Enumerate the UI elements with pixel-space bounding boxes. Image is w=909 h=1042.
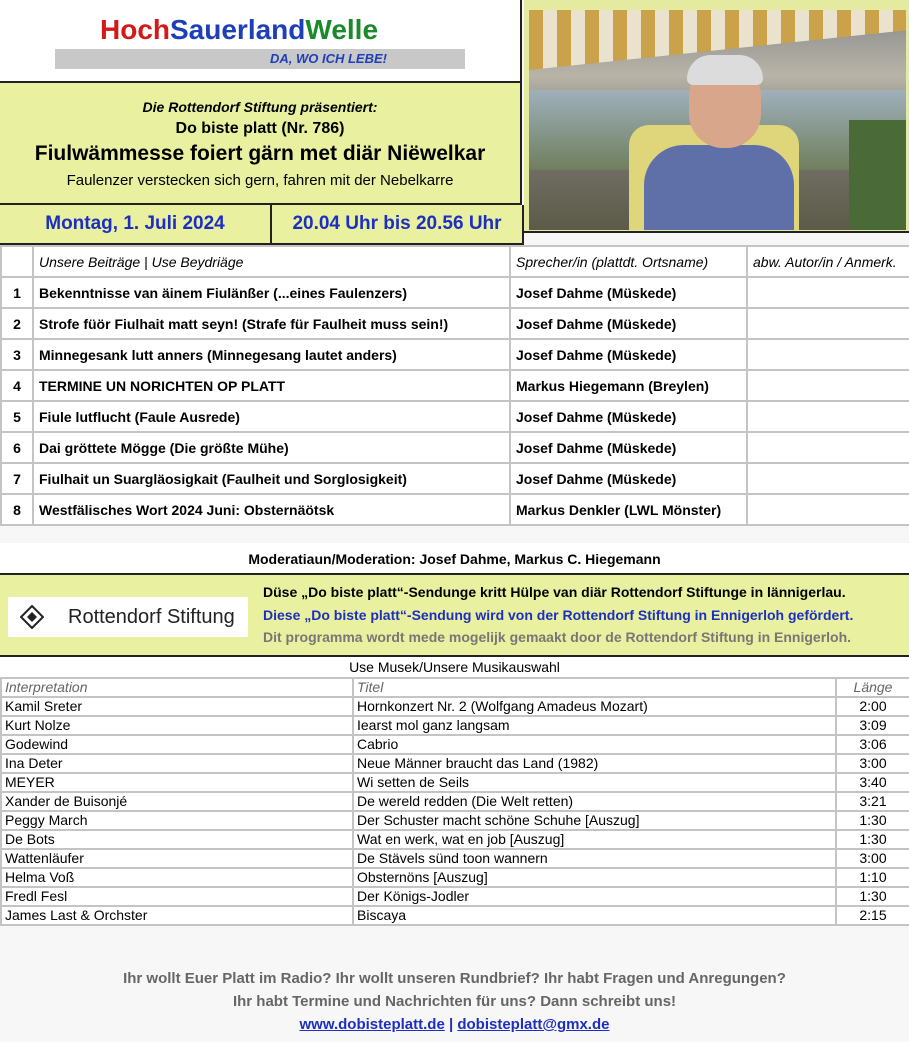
note bbox=[747, 308, 909, 339]
music-header-row bbox=[1, 678, 909, 697]
footer-separator: | bbox=[444, 1016, 458, 1033]
artist: Fredl Fesl bbox=[1, 887, 353, 906]
music-row bbox=[1, 849, 909, 868]
note bbox=[747, 339, 909, 370]
footer-links bbox=[0, 1016, 909, 1033]
artist: De Bots bbox=[1, 830, 353, 849]
speaker: Josef Dahme (Müskede) bbox=[510, 432, 747, 463]
music-row bbox=[1, 716, 909, 735]
contribution-title: Strofe füör Fiulhait matt seyn! (Strafe für Faulheit muss sein!) bbox=[33, 308, 510, 339]
song-length: 3:06 bbox=[836, 735, 909, 754]
logo-bar bbox=[55, 49, 465, 69]
table-row bbox=[1, 432, 909, 463]
song-length: 3:00 bbox=[836, 754, 909, 773]
artist: Godewind bbox=[1, 735, 353, 754]
song-length: 1:30 bbox=[836, 887, 909, 906]
contribution-title: Minnegesank lutt anners (Minnegesang lautet anders) bbox=[33, 339, 510, 370]
song-length: 1:30 bbox=[836, 811, 909, 830]
speaker: Josef Dahme (Müskede) bbox=[510, 401, 747, 432]
row-number: 2 bbox=[1, 308, 33, 339]
song-title: Der Schuster macht schöne Schuhe [Auszug] bbox=[353, 811, 836, 830]
music-header-title: Titel bbox=[353, 678, 836, 697]
song-length: 3:00 bbox=[836, 849, 909, 868]
table-row bbox=[1, 463, 909, 494]
row-number: 5 bbox=[1, 401, 33, 432]
footer-line-1: Ihr wollt Euer Platt im Radio? Ihr wollt unseren Rundbrief? Ihr habt Fragen und Anregungen? bbox=[123, 970, 786, 987]
row-number: 4 bbox=[1, 370, 33, 401]
row-number: 3 bbox=[1, 339, 33, 370]
email-link[interactable]: dobisteplatt@gmx.de bbox=[457, 1016, 610, 1033]
presenter-line: Die Rottendorf Stiftung präsentiert: bbox=[142, 99, 378, 115]
contribution-title: Fiulhait un Suargläosigkait (Faulheit und Sorglosigkeit) bbox=[33, 463, 510, 494]
music-row bbox=[1, 811, 909, 830]
music-row bbox=[1, 697, 909, 716]
logo-area bbox=[0, 0, 522, 83]
note bbox=[747, 401, 909, 432]
contribution-title: Fiule lutflucht (Faule Ausrede) bbox=[33, 401, 510, 432]
music-table bbox=[0, 677, 909, 926]
speaker: Markus Hiegemann (Breylen) bbox=[510, 370, 747, 401]
artist: James Last & Orchster bbox=[1, 906, 353, 925]
contribution-title: Dai gröttete Mögge (Die größte Mühe) bbox=[33, 432, 510, 463]
artist: Ina Deter bbox=[1, 754, 353, 773]
song-title: Obsternöns [Auszug] bbox=[353, 868, 836, 887]
song-title: Der Königs-Jodler bbox=[353, 887, 836, 906]
show-name: Do biste platt (Nr. 786) bbox=[175, 120, 345, 137]
song-title: Biscaya bbox=[353, 906, 836, 925]
song-length: 2:00 bbox=[836, 697, 909, 716]
music-row bbox=[1, 830, 909, 849]
contribution-title: TERMINE UN NORICHTEN OP PLATT bbox=[33, 370, 510, 401]
rottendorf-logo bbox=[8, 597, 248, 637]
row-number: 7 bbox=[1, 463, 33, 494]
program-header-note: abw. Autor/in / Anmerk. bbox=[747, 246, 909, 277]
music-row bbox=[1, 887, 909, 906]
song-title: Wat en werk, wat en job [Auszug] bbox=[353, 830, 836, 849]
logo-part-sauerland: Sauerland bbox=[170, 14, 306, 45]
speaker: Josef Dahme (Müskede) bbox=[510, 463, 747, 494]
contribution-title: Westfälisches Wort 2024 Juni: Obsternäötsk bbox=[33, 494, 510, 525]
artist: Helma Voß bbox=[1, 868, 353, 887]
note bbox=[747, 432, 909, 463]
show-intro bbox=[0, 83, 522, 205]
row-number: 6 bbox=[1, 432, 33, 463]
logo-part-welle: Welle bbox=[305, 14, 379, 45]
sponsor-line-platt: Düse „Do biste platt“-Sendunge kritt Hülpe van diär Rottendorf Stiftunge in lännigerlau. bbox=[263, 584, 846, 600]
song-length: 1:30 bbox=[836, 830, 909, 849]
artist: MEYER bbox=[1, 773, 353, 792]
row-number: 8 bbox=[1, 494, 33, 525]
song-title: De wereld redden (Die Welt retten) bbox=[353, 792, 836, 811]
music-header-length: Länge bbox=[836, 678, 909, 697]
table-row bbox=[1, 370, 909, 401]
speaker: Markus Denkler (LWL Mönster) bbox=[510, 494, 747, 525]
speaker: Josef Dahme (Müskede) bbox=[510, 277, 747, 308]
song-title: Neue Männer braucht das Land (1982) bbox=[353, 754, 836, 773]
presenter-photo bbox=[529, 10, 906, 230]
song-length: 2:15 bbox=[836, 906, 909, 925]
song-length: 1:10 bbox=[836, 868, 909, 887]
program-table bbox=[0, 245, 909, 526]
music-header-artist: Interpretation bbox=[1, 678, 353, 697]
table-row bbox=[1, 339, 909, 370]
music-row bbox=[1, 906, 909, 925]
sponsor-banner bbox=[0, 575, 909, 657]
note bbox=[747, 277, 909, 308]
note bbox=[747, 494, 909, 525]
artist: Xander de Buisonjé bbox=[1, 792, 353, 811]
song-title: Cabrio bbox=[353, 735, 836, 754]
song-title: Wi setten de Seils bbox=[353, 773, 836, 792]
website-link[interactable]: www.dobisteplatt.de bbox=[299, 1016, 445, 1033]
row-number: 1 bbox=[1, 277, 33, 308]
note bbox=[747, 463, 909, 494]
footer bbox=[0, 960, 909, 1042]
music-row bbox=[1, 754, 909, 773]
note bbox=[747, 370, 909, 401]
program-header-title: Unsere Beiträge | Use Beydriäge bbox=[33, 246, 510, 277]
broadcast-date: Montag, 1. Juli 2024 bbox=[0, 205, 272, 245]
table-row bbox=[1, 401, 909, 432]
program-header-num bbox=[1, 246, 33, 277]
episode-subtitle: Faulenzer verstecken sich gern, fahren mit der Nebelkarre bbox=[66, 172, 454, 189]
song-length: 3:09 bbox=[836, 716, 909, 735]
song-length: 3:21 bbox=[836, 792, 909, 811]
song-title: Hornkonzert Nr. 2 (Wolfgang Amadeus Mozart) bbox=[353, 697, 836, 716]
music-row bbox=[1, 773, 909, 792]
program-header-row bbox=[1, 246, 909, 277]
broadcast-time: 20.04 Uhr bis 20.56 Uhr bbox=[272, 205, 524, 245]
music-row bbox=[1, 735, 909, 754]
logo-wordmark bbox=[100, 14, 378, 46]
moderation-line: Moderatiaun/Moderation: Josef Dahme, Markus C. Hiegemann bbox=[0, 543, 909, 575]
song-title: De Stävels sünd toon wannern bbox=[353, 849, 836, 868]
table-row bbox=[1, 308, 909, 339]
sponsor-line-dutch: Dit programma wordt mede mogelijk gemaakt door de Rottendorf Stiftung in Ennigerloh. bbox=[263, 629, 852, 645]
episode-title: Fiulwämmesse foiert gärn met diär Niëwelkar bbox=[34, 142, 486, 165]
speaker: Josef Dahme (Müskede) bbox=[510, 308, 747, 339]
footer-line-2: Ihr habt Termine und Nachrichten für uns? Dann schreibt uns! bbox=[232, 993, 677, 1010]
rottendorf-logo-text: Rottendorf Stiftung bbox=[68, 606, 235, 628]
music-section-title: Use Musek/Unsere Musikauswahl bbox=[0, 657, 909, 677]
sponsor-line-german: Diese „Do biste platt“-Sendung wird von der Rottendorf Stiftung in Ennigerloh gefördert. bbox=[263, 607, 854, 623]
logo-part-hoch: Hoch bbox=[100, 14, 170, 45]
rottendorf-diamond-icon bbox=[20, 605, 44, 629]
table-row bbox=[1, 277, 909, 308]
presenter-photo-frame bbox=[524, 0, 909, 233]
program-header-speaker: Sprecher/in (plattdt. Ortsname) bbox=[510, 246, 747, 277]
table-row bbox=[1, 494, 909, 525]
contribution-title: Bekenntnisse van äinem Fiulänßer (...eines Faulenzers) bbox=[33, 277, 510, 308]
logo-tagline: DA, WO ICH LEBE! bbox=[270, 51, 387, 66]
music-row bbox=[1, 792, 909, 811]
song-title: Iearst mol ganz langsam bbox=[353, 716, 836, 735]
music-row bbox=[1, 868, 909, 887]
artist: Kamil Sreter bbox=[1, 697, 353, 716]
artist: Peggy March bbox=[1, 811, 353, 830]
artist: Kurt Nolze bbox=[1, 716, 353, 735]
artist: Wattenläufer bbox=[1, 849, 353, 868]
song-length: 3:40 bbox=[836, 773, 909, 792]
speaker: Josef Dahme (Müskede) bbox=[510, 339, 747, 370]
